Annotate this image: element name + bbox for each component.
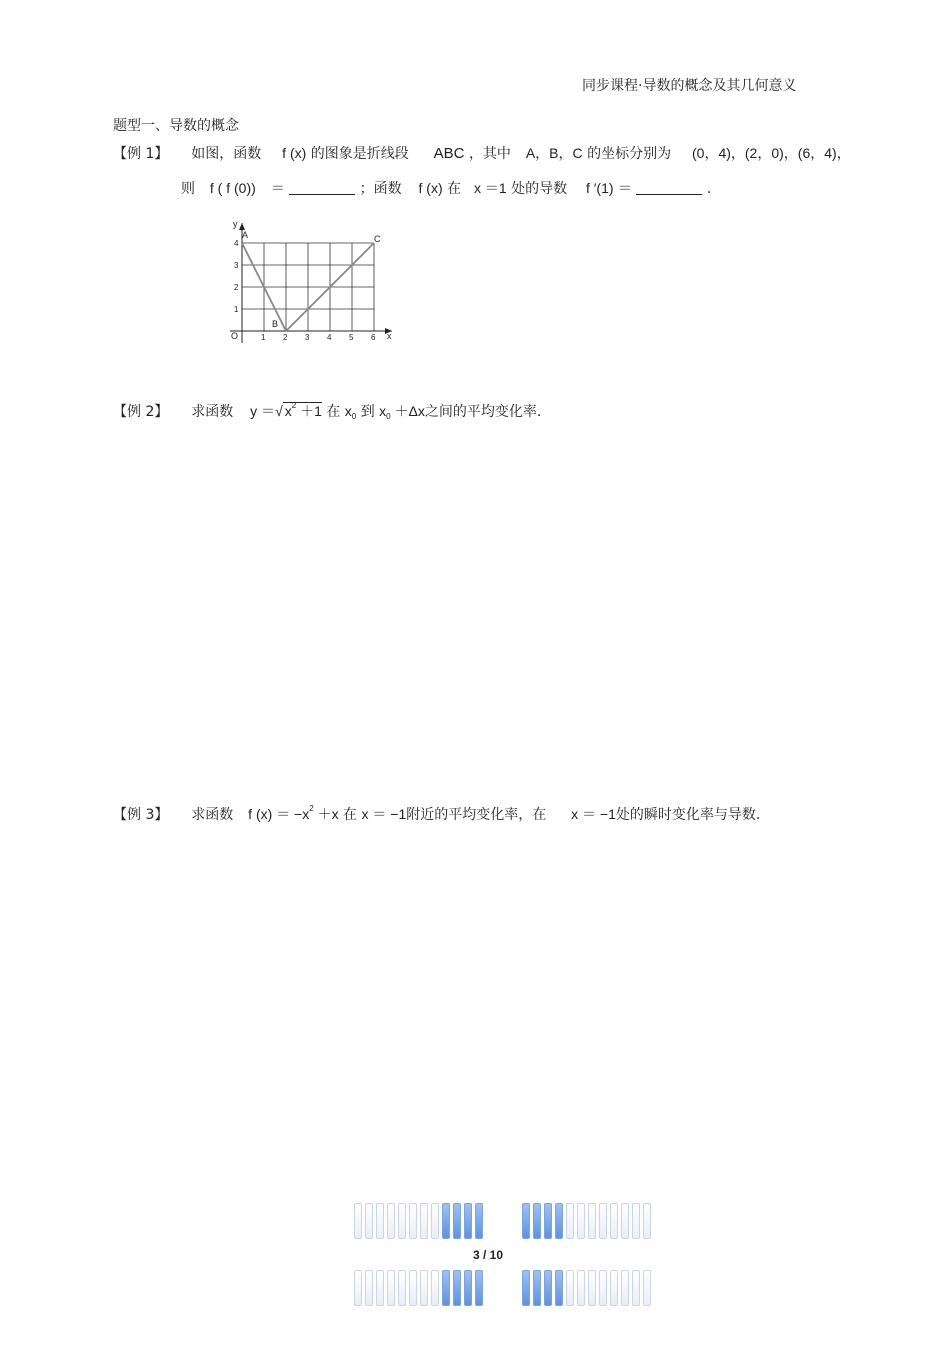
example-2-text: 求函数 (191, 404, 234, 420)
example-3-text-3: 处的瞬时变化率与导数. (615, 807, 761, 823)
example-1-coords: (0，4)，(2，0)，(6，4)， (692, 145, 851, 161)
example-1-label: 【例 1】 (113, 146, 169, 162)
y-tick-4: 4 (234, 239, 239, 248)
example-1-text-2: 的图象是折线段 (310, 146, 409, 162)
example-1-deriv-text: 处的导数 (511, 181, 568, 197)
example-1-text-4: 的坐标分别为 (587, 146, 672, 162)
example-3-x-eq: x ＝ −1 (361, 806, 407, 822)
example-1-eq: ＝ (270, 181, 285, 197)
example-1-text-3: ，其中 (468, 146, 511, 162)
y-tick-1: 1 (234, 305, 239, 314)
section-title: 题型一、导数的概念 (113, 118, 239, 134)
footer-deco-bottom-right (522, 1270, 651, 1306)
example-3-line (113, 805, 760, 826)
y-tick-2: 2 (234, 283, 239, 292)
example-2-radicand: $x^2 +1$ (284, 401, 322, 419)
example-1-x-eq-1: x ＝1 (473, 180, 507, 196)
point-label-c: C (374, 234, 381, 244)
function-graph (222, 215, 412, 355)
example-1-abc: ABC (433, 145, 465, 162)
graph-grid (242, 243, 374, 331)
example-1-text: 如图，函数 (191, 146, 262, 162)
example-2-line: 【例 2】 求函数 y ＝√ $x^2 +1$ 在 $x_0$ 到 $x_0 +\Delta x$之间的平均变化率. (113, 401, 542, 421)
x-axis-label: x (387, 331, 392, 341)
example-1-eq-2: ＝ (618, 181, 632, 197)
example-2-text-2: 之间的平均变化率. (424, 404, 542, 420)
x-tick-2: 2 (283, 333, 288, 342)
example-3-label: 【例 3】 (113, 807, 169, 823)
page-header-title: 同步课程·导数的概念及其几何意义 (582, 78, 797, 94)
footer-deco-bottom-left (354, 1270, 483, 1306)
point-label-b: B (272, 319, 279, 329)
answer-blank-2[interactable] (636, 180, 702, 195)
footer-deco-top-right (522, 1203, 651, 1239)
example-1-period: . (706, 181, 712, 197)
example-2-y-eq: y ＝ (250, 403, 276, 419)
x-tick-5: 5 (349, 333, 354, 342)
example-1-semicolon-text: ；函数 (359, 181, 402, 197)
example-3-at: 在 (343, 807, 358, 823)
example-2-at: 在 (326, 404, 341, 420)
answer-blank-1[interactable] (289, 180, 355, 195)
example-1-fx-2: f (x) (418, 180, 443, 196)
point-label-a: A (242, 230, 249, 240)
example-3-text: 求函数 (191, 807, 234, 823)
example-1-then: 则 (181, 181, 195, 197)
example-1-line-1 (113, 144, 851, 163)
example-1-fx: f (x) (282, 145, 307, 161)
example-2-x0: $x_0$ (344, 403, 357, 421)
example-2-x0-dx: $x_0 +\Delta x$ (379, 403, 425, 421)
y-axis-label: y (233, 219, 238, 229)
example-1-line-2 (181, 179, 711, 198)
example-2-to: 到 (360, 404, 375, 420)
example-1-ff0: f ( f (0)) (209, 180, 256, 196)
y-tick-3: 3 (234, 261, 239, 270)
example-2-label: 【例 2】 (113, 404, 169, 420)
x-tick-6: 6 (371, 333, 376, 342)
example-1-at: 在 (447, 181, 462, 197)
example-3-text-2: 附近的平均变化率，在 (406, 807, 547, 823)
example-1-points: A，B，C (525, 145, 583, 161)
example-1-fprime: f ′(1) (586, 180, 614, 196)
x-tick-3: 3 (305, 333, 310, 342)
example-3-fx: f $(x) = -x^2 +x$ (248, 804, 339, 822)
y-axis-arrow (239, 223, 245, 230)
x-tick-1: 1 (261, 333, 266, 342)
origin-label: O (231, 331, 239, 341)
x-tick-4: 4 (327, 333, 332, 342)
example-3-x-eq-2: x ＝ −1 (571, 806, 616, 822)
page-number: 3 / 10 (472, 1248, 504, 1262)
footer-deco-top-left (354, 1203, 483, 1239)
